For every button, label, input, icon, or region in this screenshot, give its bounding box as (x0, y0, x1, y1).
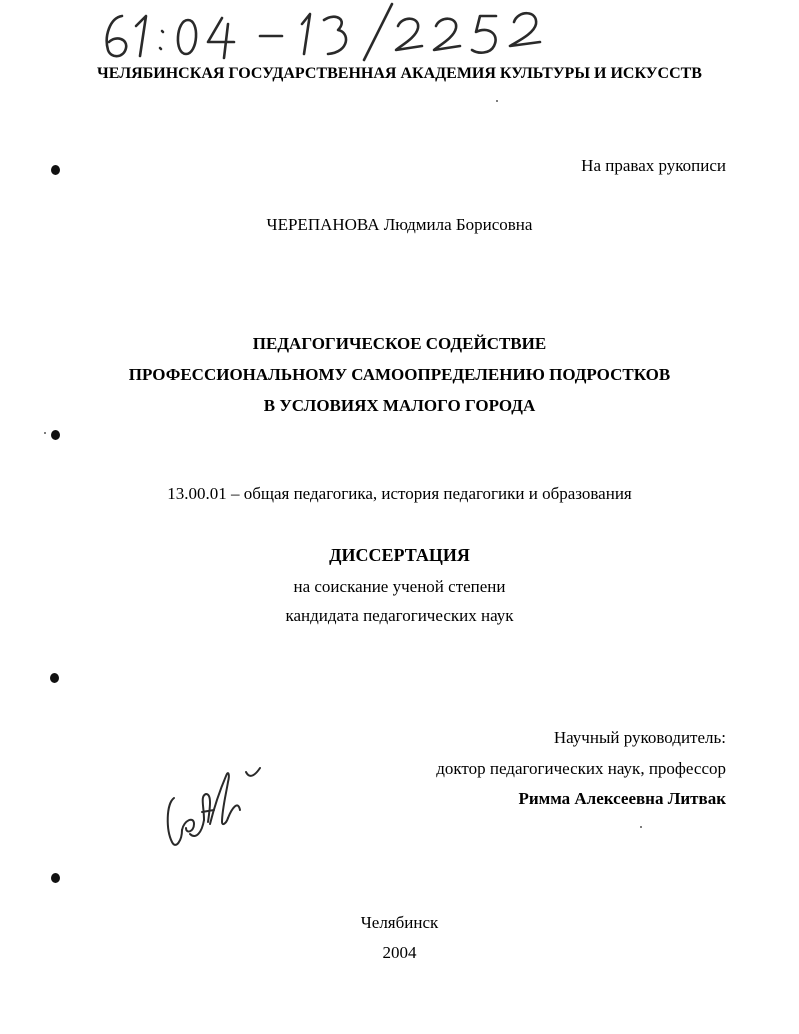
degree-line-2: кандидата педагогических наук (285, 606, 514, 625)
thesis-title-line-1: ПЕДАГОГИЧЕСКОЕ СОДЕЙСТВИЕ (252, 334, 547, 353)
supervisor-credentials: доктор педагогических наук, профессор (436, 759, 726, 778)
author-name: ЧЕРЕПАНОВА Людмила Борисовна (266, 215, 533, 234)
specialty-code: 13.00.01 – общая педагогика, история педагогики и образования (167, 484, 632, 503)
manuscript-rights-note: На правах рукописи (581, 156, 726, 175)
binder-hole-mark (51, 165, 60, 175)
institution-name: ЧЕЛЯБИНСКАЯ ГОСУДАРСТВЕННАЯ АКАДЕМИЯ КУЛЬТУРЫ И ИСКУССТВ (97, 65, 702, 82)
thesis-title-line-3: В УСЛОВИЯХ МАЛОГО ГОРОДА (263, 396, 536, 415)
year: 2004 (382, 943, 417, 962)
binder-hole-mark (50, 673, 59, 683)
scan-speck (640, 826, 642, 828)
document-type: ДИССЕРТАЦИЯ (329, 545, 470, 565)
handwritten-catalog-number (96, 2, 556, 64)
scan-speck (44, 432, 46, 434)
author-signature (160, 760, 270, 860)
supervisor-label: Научный руководитель: (553, 728, 726, 747)
scan-speck (496, 100, 498, 102)
degree-line-1: на соискание ученой степени (293, 577, 506, 596)
supervisor-name: Римма Алексеевна Литвак (518, 789, 726, 808)
binder-hole-mark (51, 873, 60, 883)
thesis-title-line-2: ПРОФЕССИОНАЛЬНОМУ САМООПРЕДЕЛЕНИЮ ПОДРОСТКОВ (128, 365, 671, 384)
city: Челябинск (360, 913, 439, 932)
binder-hole-mark (51, 430, 60, 440)
